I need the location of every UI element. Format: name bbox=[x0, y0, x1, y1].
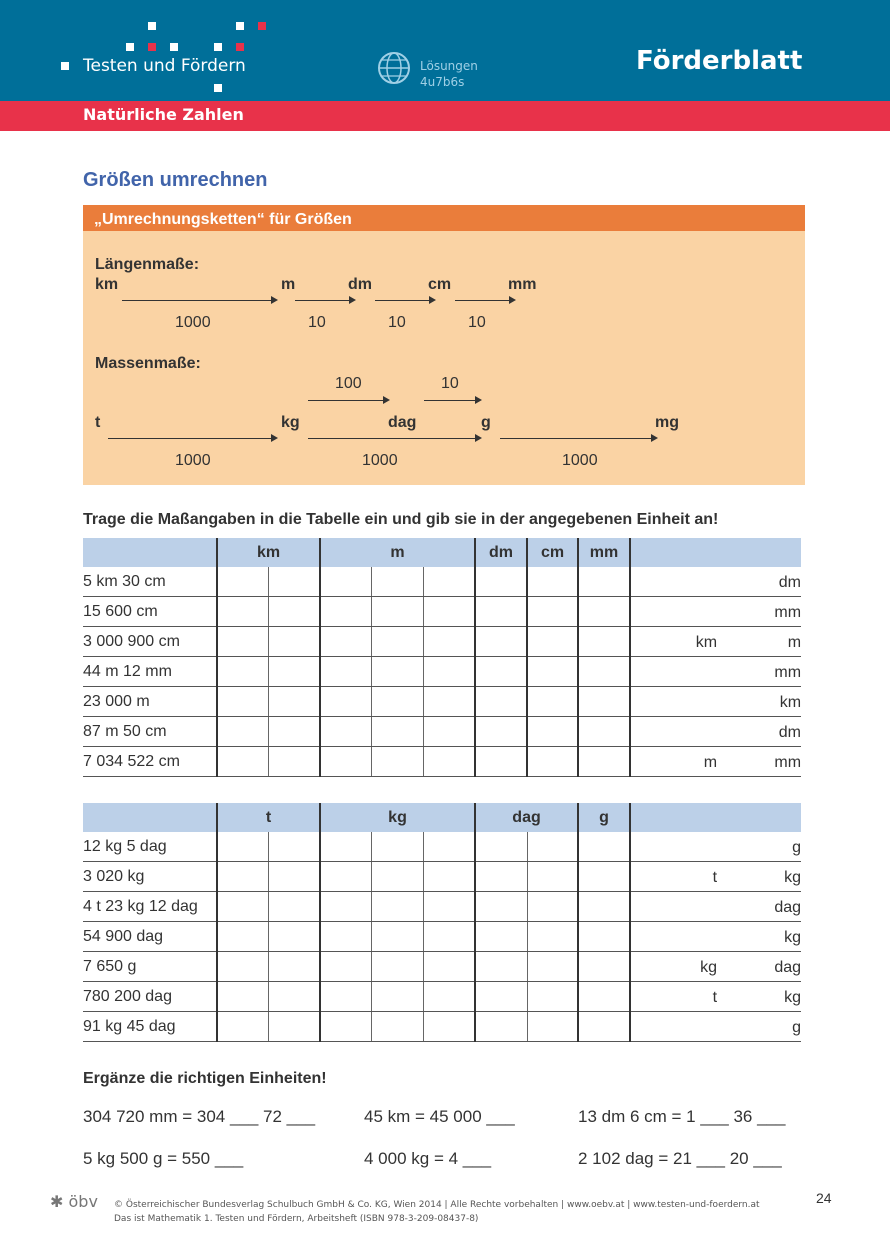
brand-name: Testen und Fördern bbox=[83, 56, 246, 76]
digit-cell[interactable] bbox=[578, 567, 630, 597]
result-unit-2: km bbox=[779, 694, 802, 711]
result-cell[interactable] bbox=[630, 862, 801, 892]
arrow bbox=[308, 400, 384, 401]
digit-cell[interactable] bbox=[423, 687, 475, 717]
digit-cell[interactable] bbox=[371, 862, 423, 892]
digit-cell[interactable] bbox=[268, 627, 320, 657]
result-cell[interactable] bbox=[630, 597, 801, 627]
result-unit-2: kg bbox=[784, 869, 802, 886]
result-unit-1: kg bbox=[700, 959, 718, 976]
footer-text bbox=[114, 1198, 760, 1226]
digit-cell[interactable] bbox=[268, 952, 320, 982]
result-cell[interactable] bbox=[630, 982, 801, 1012]
mass-factor-top: 10 bbox=[441, 375, 459, 392]
table-header-row bbox=[83, 538, 801, 567]
mass-factor-bottom: 1000 bbox=[175, 452, 211, 469]
digit-cell[interactable] bbox=[217, 982, 268, 1012]
task1-instruction: Trage die Maßangaben in die Tabelle ein und gib sie in der angegebenen Einheit an! bbox=[83, 511, 719, 528]
digit-cell[interactable] bbox=[217, 597, 268, 627]
length-heading: Längenmaße: bbox=[95, 256, 200, 273]
row-label: 7 650 g bbox=[83, 952, 217, 982]
result-cell[interactable] bbox=[630, 952, 801, 982]
digit-cell[interactable] bbox=[320, 627, 371, 657]
row-label: 54 900 dag bbox=[83, 922, 217, 952]
digit-cell[interactable] bbox=[371, 952, 423, 982]
brand-square-icon bbox=[61, 62, 69, 70]
digit-cell[interactable] bbox=[527, 922, 578, 952]
digit-cell[interactable] bbox=[475, 567, 527, 597]
digit-cell[interactable] bbox=[423, 627, 475, 657]
digit-cell[interactable] bbox=[527, 862, 578, 892]
star-icon: ✱ bbox=[50, 1192, 64, 1211]
digit-cell[interactable] bbox=[217, 657, 268, 687]
row-label: 23 000 m bbox=[83, 687, 217, 717]
digit-cell[interactable] bbox=[268, 687, 320, 717]
mass-factor-bottom: 1000 bbox=[562, 452, 598, 469]
digit-cell[interactable] bbox=[217, 952, 268, 982]
length-unit-dm: dm bbox=[348, 276, 372, 293]
equation[interactable]: 5 kg 500 g = 550 ___ bbox=[83, 1149, 244, 1168]
digit-cell[interactable] bbox=[268, 922, 320, 952]
mass-table bbox=[83, 803, 801, 1042]
digit-cell[interactable] bbox=[371, 597, 423, 627]
globe-icon[interactable] bbox=[376, 50, 412, 86]
col-header: t bbox=[217, 803, 320, 832]
row-label: 15 600 cm bbox=[83, 597, 217, 627]
digit-cell[interactable] bbox=[423, 1012, 475, 1042]
equation[interactable]: 304 720 mm = 304 ___ 72 ___ bbox=[83, 1107, 316, 1126]
result-cell[interactable] bbox=[630, 892, 801, 922]
result-unit-2: mm bbox=[774, 754, 802, 771]
arrow bbox=[455, 300, 510, 301]
mass-factor-top: 100 bbox=[335, 375, 362, 392]
length-factor: 10 bbox=[468, 314, 486, 331]
publisher-logo-text: öbv bbox=[68, 1192, 98, 1211]
table-row bbox=[83, 922, 801, 952]
digit-cell[interactable] bbox=[268, 1012, 320, 1042]
row-label: 3 000 900 cm bbox=[83, 627, 217, 657]
col-header: cm bbox=[527, 538, 578, 567]
digit-cell[interactable] bbox=[578, 862, 630, 892]
digit-cell[interactable] bbox=[578, 687, 630, 717]
length-factor: 10 bbox=[308, 314, 326, 331]
table-row bbox=[83, 567, 801, 597]
table-row bbox=[83, 1012, 801, 1042]
digit-cell[interactable] bbox=[423, 657, 475, 687]
digit-cell[interactable] bbox=[268, 982, 320, 1012]
result-unit-2: dag bbox=[774, 959, 802, 976]
table-row bbox=[83, 597, 801, 627]
result-unit-2: mm bbox=[774, 664, 802, 681]
col-header: dm bbox=[475, 538, 527, 567]
col-header: g bbox=[578, 803, 630, 832]
digit-cell[interactable] bbox=[475, 627, 527, 657]
solutions-link[interactable] bbox=[420, 58, 478, 90]
footer-line2: Das ist Mathematik 1. Testen und Fördern, Arbeitsheft (ISBN 978-3-209-08437-8) bbox=[114, 1214, 479, 1224]
digit-cell[interactable] bbox=[475, 952, 527, 982]
digit-cell[interactable] bbox=[475, 862, 527, 892]
result-unit-2: dag bbox=[774, 899, 802, 916]
equation[interactable]: 13 dm 6 cm = 1 ___ 36 ___ bbox=[578, 1107, 786, 1126]
digit-cell[interactable] bbox=[475, 687, 527, 717]
section-title: Größen umrechnen bbox=[83, 169, 268, 191]
digit-cell[interactable] bbox=[371, 657, 423, 687]
digit-cell[interactable] bbox=[423, 862, 475, 892]
mass-heading: Massenmaße: bbox=[95, 355, 201, 372]
digit-cell[interactable] bbox=[320, 567, 371, 597]
arrow bbox=[424, 400, 476, 401]
digit-cell[interactable] bbox=[527, 597, 578, 627]
arrow bbox=[122, 300, 272, 301]
digit-cell[interactable] bbox=[578, 892, 630, 922]
digit-cell[interactable] bbox=[371, 627, 423, 657]
table-row bbox=[83, 832, 801, 862]
digit-cell[interactable] bbox=[527, 1012, 578, 1042]
result-cell[interactable] bbox=[630, 567, 801, 597]
result-unit-2: g bbox=[792, 1019, 802, 1036]
digit-cell[interactable] bbox=[475, 982, 527, 1012]
digit-cell[interactable] bbox=[371, 1012, 423, 1042]
conversion-box bbox=[83, 205, 805, 485]
digit-cell[interactable] bbox=[423, 892, 475, 922]
arrow bbox=[375, 300, 430, 301]
result-unit-2: dm bbox=[778, 574, 802, 591]
digit-cell[interactable] bbox=[475, 892, 527, 922]
digit-cell[interactable] bbox=[320, 832, 371, 862]
digit-cell[interactable] bbox=[475, 717, 527, 747]
result-cell[interactable] bbox=[630, 717, 801, 747]
digit-cell[interactable] bbox=[371, 982, 423, 1012]
digit-cell[interactable] bbox=[320, 952, 371, 982]
col-header: mm bbox=[578, 538, 630, 567]
col-header: m bbox=[320, 538, 475, 567]
digit-cell[interactable] bbox=[217, 627, 268, 657]
row-label: 5 km 30 cm bbox=[83, 567, 217, 597]
table-row bbox=[83, 862, 801, 892]
digit-cell[interactable] bbox=[268, 747, 320, 777]
digit-cell[interactable] bbox=[423, 567, 475, 597]
result-unit-2: mm bbox=[774, 604, 802, 621]
mass-factor-bottom: 1000 bbox=[362, 452, 398, 469]
digit-cell[interactable] bbox=[320, 717, 371, 747]
digit-cell[interactable] bbox=[527, 687, 578, 717]
digit-cell[interactable] bbox=[371, 892, 423, 922]
digit-cell[interactable] bbox=[320, 747, 371, 777]
digit-cell[interactable] bbox=[475, 922, 527, 952]
table-row bbox=[83, 952, 801, 982]
digit-cell[interactable] bbox=[217, 862, 268, 892]
digit-cell[interactable] bbox=[268, 597, 320, 627]
result-cell[interactable] bbox=[630, 832, 801, 862]
digit-cell[interactable] bbox=[320, 862, 371, 892]
digit-cell[interactable] bbox=[217, 922, 268, 952]
digit-cell[interactable] bbox=[527, 567, 578, 597]
length-factor: 10 bbox=[388, 314, 406, 331]
digit-cell[interactable] bbox=[475, 597, 527, 627]
digit-cell[interactable] bbox=[527, 657, 578, 687]
digit-cell[interactable] bbox=[217, 892, 268, 922]
result-cell[interactable] bbox=[630, 747, 801, 777]
digit-cell[interactable] bbox=[578, 952, 630, 982]
digit-cell[interactable] bbox=[578, 597, 630, 627]
sheet-type-title: Förderblatt bbox=[636, 46, 803, 76]
digit-cell[interactable] bbox=[268, 717, 320, 747]
result-unit-1: km bbox=[695, 634, 718, 651]
row-label: 780 200 dag bbox=[83, 982, 217, 1012]
table-row bbox=[83, 982, 801, 1012]
digit-cell[interactable] bbox=[423, 982, 475, 1012]
digit-cell[interactable] bbox=[578, 982, 630, 1012]
result-unit-1: t bbox=[712, 869, 718, 886]
digit-cell[interactable] bbox=[217, 1012, 268, 1042]
digit-cell[interactable] bbox=[217, 567, 268, 597]
result-unit-2: kg bbox=[784, 929, 802, 946]
mass-unit-t: t bbox=[95, 414, 101, 431]
length-unit-m: m bbox=[281, 276, 296, 293]
digit-cell[interactable] bbox=[371, 567, 423, 597]
digit-cell[interactable] bbox=[320, 982, 371, 1012]
digit-cell[interactable] bbox=[268, 567, 320, 597]
result-cell[interactable] bbox=[630, 687, 801, 717]
digit-cell[interactable] bbox=[268, 892, 320, 922]
digit-cell[interactable] bbox=[475, 1012, 527, 1042]
digit-cell[interactable] bbox=[371, 922, 423, 952]
digit-cell[interactable] bbox=[217, 832, 268, 862]
result-unit-2: dm bbox=[778, 724, 802, 741]
length-factor: 1000 bbox=[175, 314, 211, 331]
table-header-row bbox=[83, 803, 801, 832]
length-unit-mm: mm bbox=[508, 276, 537, 293]
result-unit-2: m bbox=[787, 634, 802, 651]
col-header: kg bbox=[320, 803, 475, 832]
result-unit-2: kg bbox=[784, 989, 802, 1006]
publisher-logo bbox=[50, 1192, 98, 1211]
row-label: 4 t 23 kg 12 dag bbox=[83, 892, 217, 922]
result-unit-1: m bbox=[703, 754, 718, 771]
digit-cell[interactable] bbox=[217, 747, 268, 777]
digit-cell[interactable] bbox=[268, 862, 320, 892]
row-label: 3 020 kg bbox=[83, 862, 217, 892]
digit-cell[interactable] bbox=[320, 1012, 371, 1042]
digit-cell[interactable] bbox=[217, 717, 268, 747]
digit-cell[interactable] bbox=[578, 747, 630, 777]
digit-cell[interactable] bbox=[578, 657, 630, 687]
digit-cell[interactable] bbox=[527, 627, 578, 657]
digit-cell[interactable] bbox=[423, 597, 475, 627]
table-row bbox=[83, 627, 801, 657]
digit-cell[interactable] bbox=[217, 687, 268, 717]
digit-cell[interactable] bbox=[527, 952, 578, 982]
digit-cell[interactable] bbox=[320, 687, 371, 717]
length-unit-cm: cm bbox=[428, 276, 452, 293]
digit-cell[interactable] bbox=[371, 687, 423, 717]
mass-unit-kg: kg bbox=[281, 414, 300, 431]
digit-cell[interactable] bbox=[578, 627, 630, 657]
table-row bbox=[83, 892, 801, 922]
result-cell[interactable] bbox=[630, 657, 801, 687]
row-label: 44 m 12 mm bbox=[83, 657, 217, 687]
table-row bbox=[83, 657, 801, 687]
digit-cell[interactable] bbox=[371, 747, 423, 777]
digit-cell[interactable] bbox=[475, 832, 527, 862]
page-number: 24 bbox=[816, 1190, 832, 1206]
digit-cell[interactable] bbox=[527, 982, 578, 1012]
row-label: 91 kg 45 dag bbox=[83, 1012, 217, 1042]
equation[interactable]: 45 km = 45 000 ___ bbox=[364, 1107, 515, 1126]
digit-cell[interactable] bbox=[527, 747, 578, 777]
task3-instruction: Ergänze die richtigen Einheiten! bbox=[83, 1070, 327, 1087]
mass-unit-g: g bbox=[481, 414, 491, 431]
digit-cell[interactable] bbox=[423, 832, 475, 862]
arrow bbox=[108, 438, 272, 439]
result-cell[interactable] bbox=[630, 627, 801, 657]
digit-cell[interactable] bbox=[423, 717, 475, 747]
digit-cell[interactable] bbox=[527, 832, 578, 862]
digit-cell[interactable] bbox=[475, 657, 527, 687]
digit-cell[interactable] bbox=[320, 922, 371, 952]
digit-cell[interactable] bbox=[475, 747, 527, 777]
digit-cell[interactable] bbox=[527, 717, 578, 747]
result-unit-2: g bbox=[792, 839, 802, 856]
length-unit-km: km bbox=[95, 276, 119, 293]
digit-cell[interactable] bbox=[320, 657, 371, 687]
row-label: 87 m 50 cm bbox=[83, 717, 217, 747]
arrow bbox=[500, 438, 652, 439]
table-row bbox=[83, 687, 801, 717]
arrow bbox=[295, 300, 350, 301]
digit-cell[interactable] bbox=[320, 892, 371, 922]
digit-cell[interactable] bbox=[423, 747, 475, 777]
mass-unit-dag: dag bbox=[388, 414, 417, 431]
mass-unit-mg: mg bbox=[655, 414, 679, 431]
table-row bbox=[83, 747, 801, 777]
solutions-label: Lösungen bbox=[420, 59, 478, 73]
digit-cell[interactable] bbox=[371, 717, 423, 747]
col-header: km bbox=[217, 538, 320, 567]
digit-cell[interactable] bbox=[371, 832, 423, 862]
table-row bbox=[83, 717, 801, 747]
result-cell[interactable] bbox=[630, 922, 801, 952]
digit-cell[interactable] bbox=[423, 952, 475, 982]
result-unit-1: t bbox=[712, 989, 718, 1006]
digit-cell[interactable] bbox=[578, 922, 630, 952]
footer-line1: © Österreichischer Bundesverlag Schulbuch GmbH & Co. KG, Wien 2014 | Alle Rechte vorbehalten | www.oebv.at | www.testen-und-foerdern.at bbox=[114, 1200, 760, 1210]
equation[interactable]: 2 102 dag = 21 ___ 20 ___ bbox=[578, 1149, 782, 1168]
col-header: dag bbox=[475, 803, 578, 832]
topic-label: Natürliche Zahlen bbox=[83, 105, 244, 124]
conversion-box-title: „Umrechnungsketten“ für Größen bbox=[94, 211, 352, 228]
row-label: 7 034 522 cm bbox=[83, 747, 217, 777]
digit-cell[interactable] bbox=[268, 657, 320, 687]
digit-cell[interactable] bbox=[578, 832, 630, 862]
arrow bbox=[308, 438, 476, 439]
digit-cell[interactable] bbox=[578, 1012, 630, 1042]
solutions-code: 4u7b6s bbox=[420, 75, 465, 89]
result-cell[interactable] bbox=[630, 1012, 801, 1042]
digit-cell[interactable] bbox=[320, 597, 371, 627]
row-label: 12 kg 5 dag bbox=[83, 832, 217, 862]
digit-cell[interactable] bbox=[423, 922, 475, 952]
equation[interactable]: 4 000 kg = 4 ___ bbox=[364, 1149, 492, 1168]
length-table bbox=[83, 538, 801, 777]
digit-cell[interactable] bbox=[578, 717, 630, 747]
digit-cell[interactable] bbox=[268, 832, 320, 862]
digit-cell[interactable] bbox=[527, 892, 578, 922]
